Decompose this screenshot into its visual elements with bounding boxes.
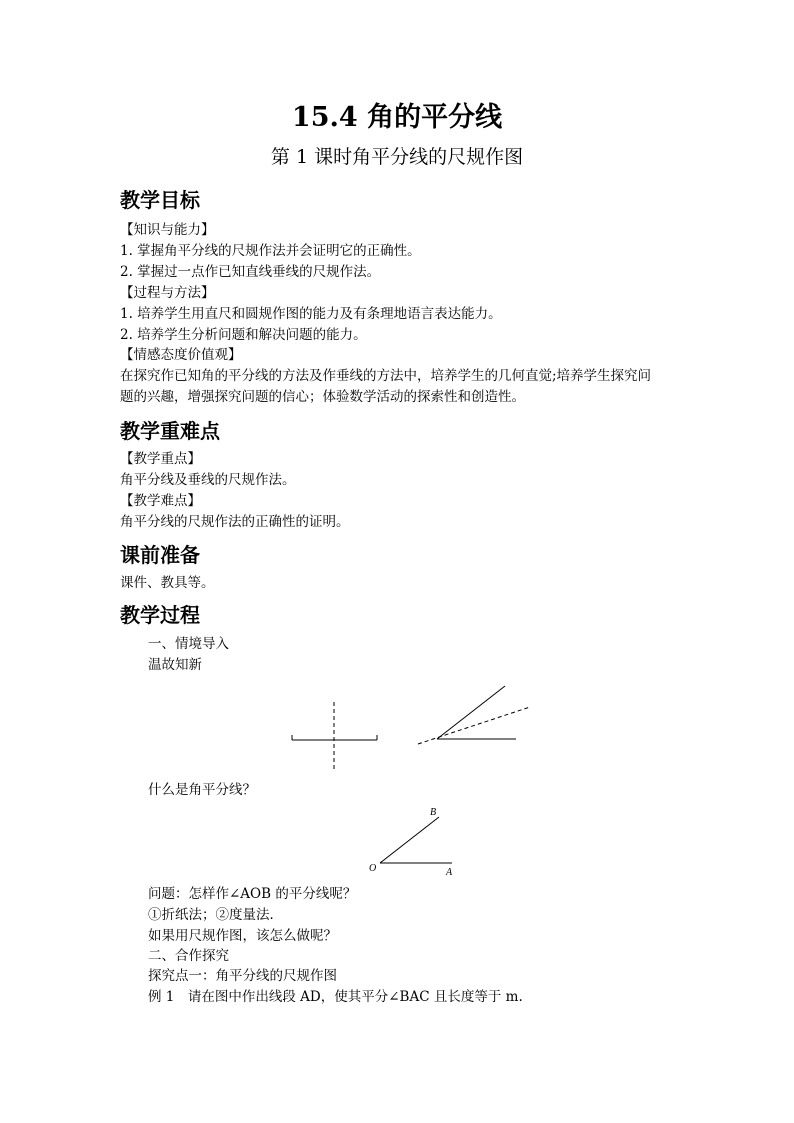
page-title: 15.4 角的平分线 [291, 102, 503, 133]
difficulty-label: 【教学难点】 [120, 493, 201, 509]
focus-text: 角平分线及垂线的尺规作法。 [120, 472, 296, 488]
process-item: 1. 培养学生用直尺和圆规作图的能力及有条理地语言表达能力。 [120, 306, 502, 322]
preparation-text: 课件、教具等。 [120, 575, 215, 591]
page-subtitle: 第 1 课时角平分线的尺规作图 [270, 146, 524, 168]
section-intro: 一、情境导入 [148, 636, 229, 652]
difficulty-text: 角平分线的尺规作法的正确性的证明。 [120, 514, 350, 530]
process-heading: 教学过程 [120, 603, 200, 627]
problem-text: 问题：怎样作∠AOB 的平分线呢？ [148, 886, 357, 902]
key-points-heading: 教学重难点 [120, 419, 220, 443]
question-what-is-bisector: 什么是角平分线？ [148, 782, 256, 798]
angle-aob-figure [369, 807, 453, 878]
ruler-question: 如果用尺规作图，该怎么做呢？ [148, 928, 337, 944]
point-b-label: B [430, 807, 437, 818]
focus-label: 【教学重点】 [120, 451, 201, 467]
perpendicular-figure [292, 702, 377, 772]
explore-point-1: 探究点一：角平分线的尺规作图 [148, 968, 337, 984]
process-item: 2. 培养学生分析问题和解决问题的能力。 [120, 327, 367, 343]
goals-heading: 教学目标 [120, 188, 200, 212]
angle-bisector-figure [418, 686, 530, 744]
preparation-heading: 课前准备 [120, 543, 200, 567]
emotion-label: 【情感态度价值观】 [120, 347, 242, 363]
section-cooperate: 二、合作探究 [148, 948, 229, 964]
point-o-label: O [369, 863, 377, 874]
review-text: 温故知新 [148, 657, 202, 673]
knowledge-item: 2. 掌握过一点作已知直线垂线的尺规作法。 [120, 264, 381, 280]
methods-text: ①折纸法；②度量法． [148, 907, 283, 923]
knowledge-label: 【知识与能力】 [120, 222, 215, 238]
knowledge-item: 1. 掌握角平分线的尺规作法并会证明它的正确性。 [120, 243, 421, 259]
example-1: 例 1 请在图中作出线段 AD，使其平分∠BAC 且长度等于 m. [148, 989, 523, 1005]
emotion-text-line: 在探究作已知角的平分线的方法及作垂线的方法中，培养学生的几何直觉;培养学生探究问 [120, 368, 652, 384]
point-a-label: A [446, 867, 453, 878]
process-label: 【过程与方法】 [120, 285, 215, 301]
emotion-text-line: 题的兴趣，增强探究问题的信心；体验数学活动的探索性和创造性。 [120, 389, 525, 405]
